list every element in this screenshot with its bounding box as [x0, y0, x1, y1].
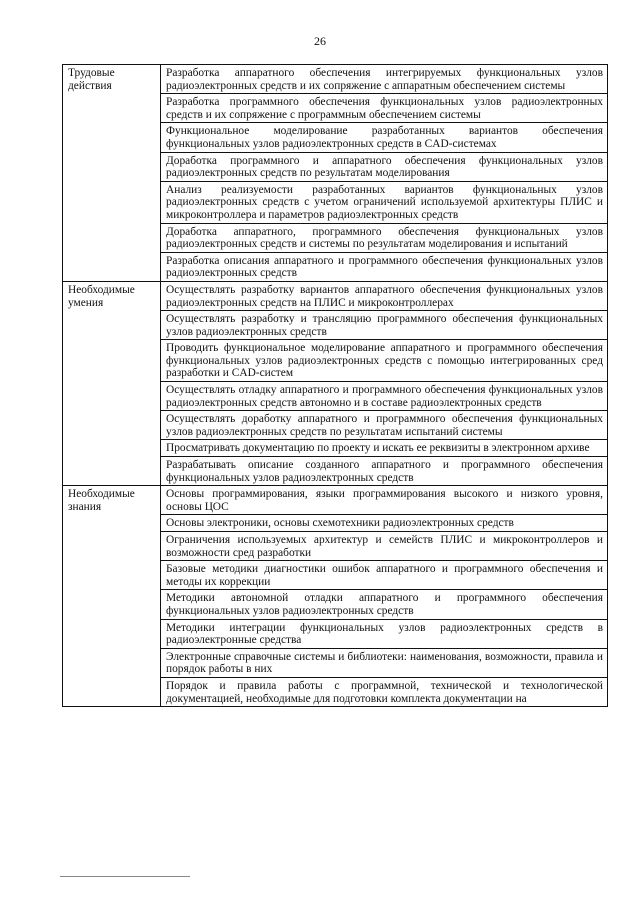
competency-table: [62, 64, 608, 707]
table-cell: Осуществлять разработку и трансляцию программного обеспечения функциональных узлов радиоэлектронных средств: [161, 311, 608, 340]
table-cell: Разработка аппаратного обеспечения интегрируемых функциональных узлов радиоэлектронных средств и их сопряжение с аппаратным обеспечением системы: [161, 65, 608, 94]
table-cell: Порядок и правила работы с программной, технической и технологической документацией, необходимые для подготовки комплекта документации на: [161, 677, 608, 706]
table-cell: Разрабатывать описание созданного аппаратного и программного обеспечения функциональных узлов радиоэлектронных средств: [161, 457, 608, 486]
table-row: [63, 486, 608, 515]
table-row: [63, 281, 608, 310]
section-title-required-skills: Необходимые умения: [63, 281, 161, 485]
table-cell: Осуществлять доработку аппаратного и программного обеспечения функциональных узлов радиоэлектронных средств по результатам испытаний системы: [161, 411, 608, 440]
table-cell: Базовые методики диагностики ошибок аппаратного и программного обеспечения и методы их коррекции: [161, 561, 608, 590]
table-row: [63, 65, 608, 94]
table-cell: Доработка аппаратного, программного обеспечения функциональных узлов радиоэлектронных средств и системы по результатам моделирования и испытаний: [161, 223, 608, 252]
table-cell: Просматривать документацию по проекту и искать ее реквизиты в электронном архиве: [161, 440, 608, 457]
section-title-required-knowledge: Необходимые знания: [63, 486, 161, 707]
table-cell: Функциональное моделирование разработанных вариантов обеспечения функциональных узлов радиоэлектронных средств в CAD-системах: [161, 123, 608, 152]
section-title-labor-actions: Трудовые действия: [63, 65, 161, 282]
table-cell: Электронные справочные системы и библиотеки: наименования, возможности, правила и порядок работы в них: [161, 648, 608, 677]
table-cell: Разработка описания аппаратного и программного обеспечения функциональных узлов радиоэлектронных средств: [161, 252, 608, 281]
table-cell: Основы программирования, языки программирования высокого и низкого уровня, основы ЦОС: [161, 486, 608, 515]
table-cell: Доработка программного и аппаратного обеспечения функциональных узлов радиоэлектронных средств по результатам моделирования: [161, 152, 608, 181]
page-number: 26: [314, 34, 326, 48]
table-cell: Методики интеграции функциональных узлов радиоэлектронных средств в радиоэлектронные средства: [161, 619, 608, 648]
table-cell: Анализ реализуемости разработанных вариантов функциональных узлов радиоэлектронных средств с учетом ограничений используемой архитектуры ПЛИС и микроконтроллера и параметров радиоэлектронных средств: [161, 181, 608, 223]
table-cell: Методики автономной отладки аппаратного и программного обеспечения функциональных узлов радиоэлектронных средств: [161, 590, 608, 619]
table-cell: Осуществлять отладку аппаратного и программного обеспечения функциональных узлов радиоэлектронных средств автономно и в составе радиоэлектронных средств: [161, 382, 608, 411]
table-cell: Разработка программного обеспечения функциональных узлов радиоэлектронных средств и их сопряжение с программным обеспечением системы: [161, 94, 608, 123]
table-cell: Проводить функциональное моделирование аппаратного и программного обеспечения функциональных узлов радиоэлектронных средств с помощью интегрированных сред разработки и CAD-систем: [161, 340, 608, 382]
table-cell: Основы электроники, основы схемотехники радиоэлектронных средств: [161, 515, 608, 532]
footer-rule: [60, 876, 190, 877]
table-cell: Ограничения используемых архитектур и семейств ПЛИС и микроконтроллеров и возможности сред разработки: [161, 532, 608, 561]
table-cell: Осуществлять разработку вариантов аппаратного обеспечения функциональных узлов радиоэлектронных средств на ПЛИС и микроконтроллерах: [161, 281, 608, 310]
